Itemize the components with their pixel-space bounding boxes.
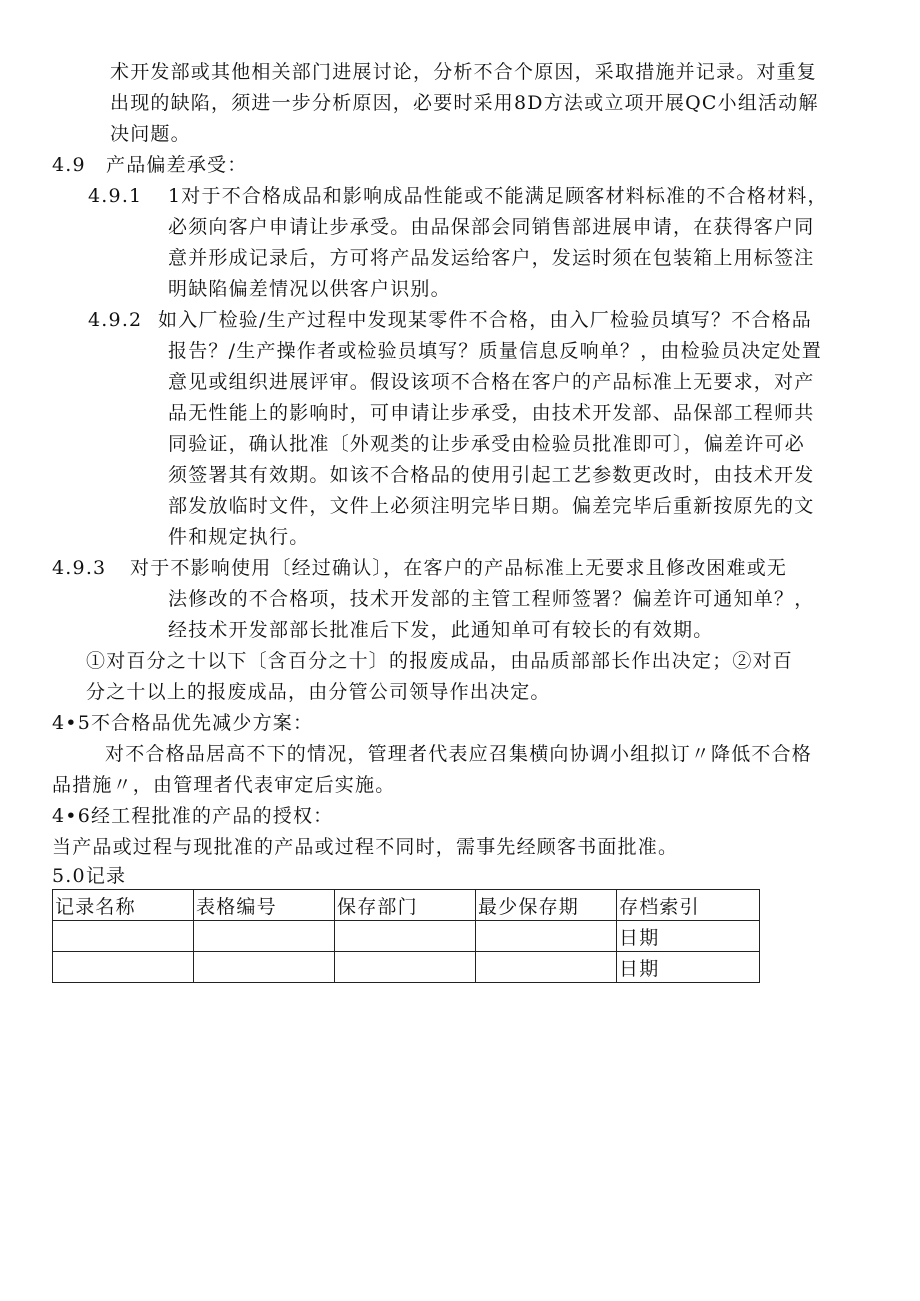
clause-4-9-1-number: 4.9.1: [88, 185, 143, 207]
table-row: [53, 921, 760, 952]
table-header-row: [53, 890, 760, 921]
clause-4-9-1-line-4: 明缺陷偏差情况以供客户识别。: [168, 278, 451, 300]
table-cell: [53, 921, 194, 952]
records-table: [52, 889, 760, 983]
table-cell-date: 日期: [617, 921, 760, 952]
clause-4-9-2-line-7: 部发放临时文件，文件上必须注明完毕日期。偏差完毕后重新按原先的文: [168, 495, 815, 517]
section-4-5-line-2: 品措施〃，由管理者代表审定后实施。: [52, 774, 396, 796]
clause-4-9-2-line-8: 件和规定执行。: [168, 526, 310, 548]
clause-4-9-2-line-2: 报告？/生产操作者或检验员填写？质量信息反响单？，由检验员决定处置: [168, 340, 823, 362]
section-4-5-line-1: 对不合格品居高不下的情况，管理者代表应召集横向协调小组拟订〃降低不合格: [105, 743, 813, 765]
intro-line-1: 术开发部或其他相关部门进展讨论，分析不合个原因，采取措施并记录。对重复: [110, 61, 818, 83]
header-retention-period: 最少保存期: [476, 890, 617, 921]
table-cell-date: 日期: [617, 952, 760, 983]
table-cell: [194, 952, 335, 983]
clause-4-9-2-line-1: 如入厂检验/生产过程中发现某零件不合格，由入厂检验员填写？不合格品: [158, 309, 813, 331]
clause-4-9-1-line-1: 1对于不合格成品和影响成品性能或不能满足顾客材料标准的不合格材料，: [168, 185, 828, 207]
clause-4-9-3-line-1: 对于不影响使用〔经过确认〕，在客户的产品标准上无要求且修改困难或无: [130, 557, 788, 579]
header-archive-index: 存档索引: [617, 890, 760, 921]
clause-4-9-1-line-2: 必须向客户申请让步承受。由品保部会同销售部进展申请，在获得客户同: [168, 216, 815, 238]
scrap-rule-line-1: ①对百分之十以下〔含百分之十〕的报废成品，由品质部部长作出决定；②对百: [86, 650, 794, 672]
table-row: [53, 952, 760, 983]
table-cell: [194, 921, 335, 952]
clause-4-9-3-number: 4.9.3: [52, 557, 107, 579]
section-4-6-line-1: 当产品或过程与现批准的产品或过程不同时，需事先经顾客书面批准。: [52, 836, 679, 858]
scrap-rule-line-2: 分之十以上的报废成品，由分管公司领导作出决定。: [86, 681, 551, 703]
clause-4-9-2-line-3: 意见或组织进展评审。假设该项不合格在客户的产品标准上无要求，对产: [168, 371, 815, 393]
table-cell: [476, 952, 617, 983]
table-cell: [53, 952, 194, 983]
section-5-0-heading: 5.0记录: [52, 865, 127, 887]
table-cell: [335, 921, 476, 952]
section-4-9-heading: 4.9 产品偏差承受：: [52, 154, 248, 176]
section-4-5-heading: 4•5不合格品优先减少方案：: [52, 712, 314, 734]
clause-4-9-2-line-6: 须签署其有效期。如该不合格品的使用引起工艺参数更改时，由技术开发: [168, 464, 815, 486]
header-department: 保存部门: [335, 890, 476, 921]
clause-4-9-3-line-2: 法修改的不合格项，技术开发部的主管工程师签署？偏差许可通知单？，: [168, 588, 815, 610]
table-cell: [476, 921, 617, 952]
clause-4-9-2-line-4: 品无性能上的影响时，可申请让步承受，由技术开发部、品保部工程师共: [168, 402, 815, 424]
clause-4-9-2-line-5: 同验证，确认批准〔外观类的让步承受由检验员批准即可〕，偏差许可必: [168, 433, 805, 455]
section-4-6-heading: 4•6经工程批准的产品的授权：: [52, 805, 334, 827]
header-record-name: 记录名称: [53, 890, 194, 921]
intro-line-2: 出现的缺陷，须进一步分析原因，必要时采用8D方法或立项开展QC小组活动解: [110, 92, 819, 114]
clause-4-9-2-number: 4.9.2: [88, 309, 143, 331]
table-cell: [335, 952, 476, 983]
header-form-number: 表格编号: [194, 890, 335, 921]
clause-4-9-1-line-3: 意并形成记录后，方可将产品发运给客户，发运时须在包装箱上用标签注: [168, 247, 815, 269]
intro-line-3: 决问题。: [110, 123, 191, 145]
clause-4-9-3-line-3: 经技术开发部部长批准后下发，此通知单可有较长的有效期。: [168, 619, 714, 641]
